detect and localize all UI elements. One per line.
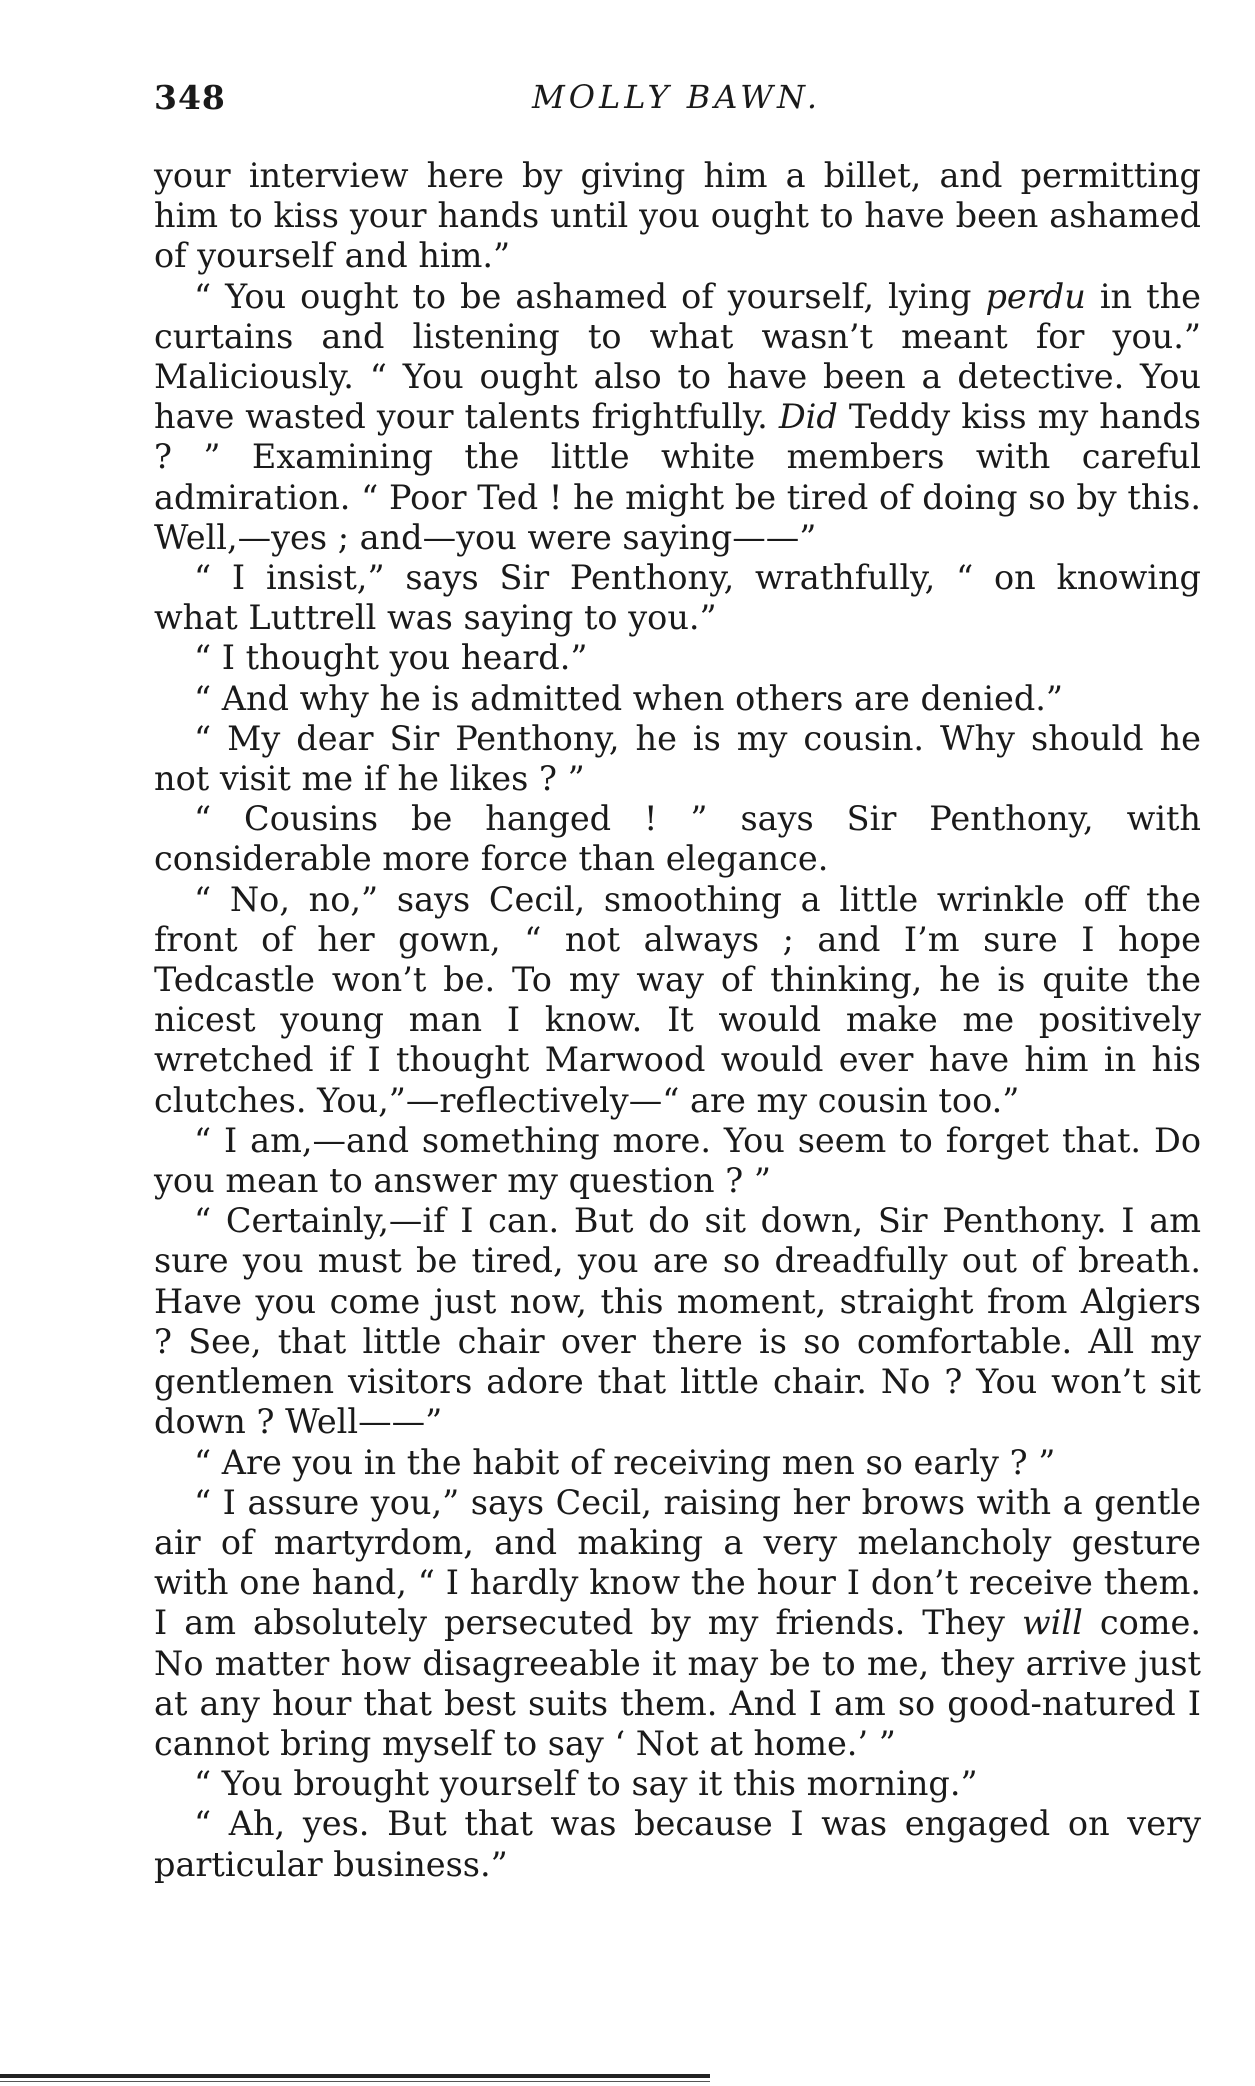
footer-rule-thin (0, 2081, 710, 2082)
emphasis: Did (778, 397, 838, 437)
paragraph: “ Are you in the habit of receiving men so early ? ” (194, 1442, 1056, 1482)
paragraph: “ Ah, yes. But that was because I was engaged on very particular business.” (154, 1804, 1201, 1884)
running-title: MOLLY BAWN. (532, 78, 822, 116)
paragraph: “ Certainly,—if I can. But do sit down, Sir Penthony. I am sure you must be tired, you are so dreadfully out of breath. Have you come just now, this moment, straight from Algiers ? See, that little chair over there is so comfortable. All my gentlemen visitors adore that little chair. No ? You won’t sit down ? Well——” (154, 1201, 1201, 1442)
emphasis: will (1021, 1603, 1083, 1643)
emphasis: perdu (985, 276, 1086, 316)
page-header (152, 78, 1202, 118)
body-text (154, 156, 1201, 1885)
paragraph: “ Cousins be hanged ! ” says Sir Penthony, with considerable more force than elegance. (154, 799, 1201, 879)
paragraph: “ You ought to be ashamed of yourself, lying perdu in the curtains and listening to what wasn’t meant for you.” Maliciously. “ You ought also to have been a detective. You have wasted your talents frightfully. Did Teddy kiss my hands ? ” Examining the little white members with careful admiration. “ Poor Ted ! he might be tired of doing so by this. Well,—yes ; and—you were saying——” (154, 276, 1202, 557)
paragraph: “ I thought you heard.” (194, 638, 588, 678)
paragraph: “ You brought yourself to say it this morning.” (194, 1764, 978, 1804)
paragraph: “ I assure you,” says Cecil, raising her brows with a gentle air of martyrdom, and making a very melancholy gesture with one hand, “ I hardly know the hour I don’t receive them. I am absolutely persecuted by my friends. They will come. No matter how disagreeable it may be to me, they arrive just at any hour that best suits them. And I am so good-natured I cannot bring myself to say ‘ Not at home.’ ” (154, 1482, 1201, 1763)
paragraph: “ I insist,” says Sir Penthony, wrathfully, “ on knowing what Luttrell was saying to you.” (154, 558, 1201, 638)
paragraph: “ No, no,” says Cecil, smoothing a little wrinkle off the front of her gown, “ not always ; and I’m sure I hope Tedcastle won’t be. To my way of thinking, he is quite the nicest young man I know. It would make me positively wretched if I thought Marwood would ever have him in his clutches. You,”—reflectively—“ are my cousin too.” (154, 879, 1201, 1120)
paragraph: “ My dear Sir Penthony, he is my cousin. Why should he not visit me if he likes ? ” (154, 718, 1201, 799)
paragraph: your interview here by giving him a billet, and permitting him to kiss your hands until you ought to have been ashamed of yourself and him.” (154, 156, 1201, 276)
paragraph: “ And why he is admitted when others are denied.” (194, 678, 1064, 718)
page-number: 348 (154, 78, 226, 117)
footer-rule (0, 2074, 710, 2078)
paragraph: “ I am,—and something more. You seem to forget that. Do you mean to answer my question ? ” (154, 1120, 1201, 1201)
